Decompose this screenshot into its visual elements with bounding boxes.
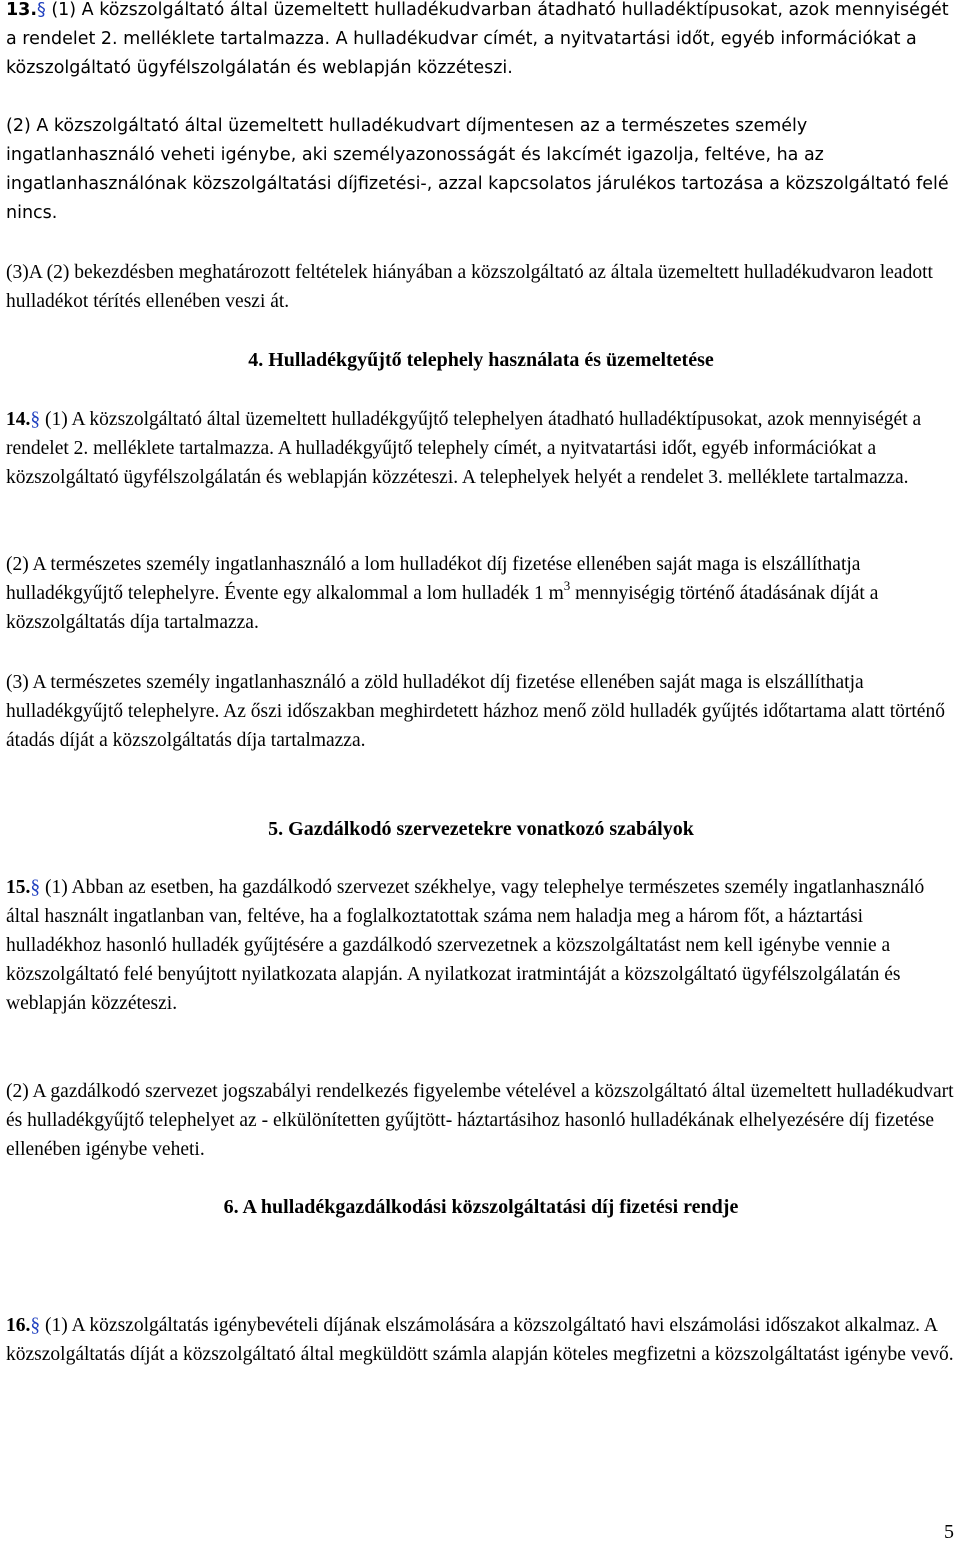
paragraph-14-1 [6,405,956,492]
section-number: 14. [6,409,31,430]
paragraph-13-2 [6,112,956,228]
heading-5: 5. Gazdálkodó szervezetekre vonatkozó szabályok [268,818,694,840]
paragraph-text: (2) A gazdálkodó szervezet jogszabályi rendelkezés figyelembe vételével a közszolgáltató által üzemeltett hulladékudvart és hulladékgyűjtő telephelyet az - elkülönítetten gyűjtött- háztartásihoz hasonló hulladékának elhelyezésére díj fizetése ellenében igénybe veheti. [6,1081,954,1160]
paragraph-text: (2) A közszolgáltató által üzemeltett hulladékudvart díjmentesen az a természetes személy ingatlanhasználó veheti igénybe, aki személyazonosságát és lakcímét igazolja, feltéve, ha az ingatlanhasználónak közszolgáltatási díjfizetési-, azzal kapcsolatos járulékos tartozása a közszolgáltató felé nincs. [6,116,949,223]
section-number: 16. [6,1315,31,1336]
paragraph-text: (2) A természetes személy ingatlanhasználó a lom hulladékot díj fizetése ellenében saját maga is elszállíthatja hulladékgyűjtő telephelyre. Évente egy alkalommal a lom hulladék 1 m [6,554,861,604]
paragraph-text: (1) A közszolgáltató által üzemeltett hulladékgyűjtő telephelyen átadható hulladéktípusokat, azok mennyiségét a rendelet 2. melléklete tartalmazza. A hulladékgyűjtő telephely címét, a nyitvatartási időt, egyéb információkat a közszolgáltató ügyfélszolgálatán és weblapján közzéteszi. A telephelyek helyét a rendelet 3. melléklete tartalmazza. [6,409,922,488]
paragraph-text: (1) A közszolgáltatás igénybevételi díjának elszámolására a közszolgáltató havi elszámolási időszakot alkalmaz. A közszolgáltatás díját a közszolgáltató által megküldött számla alapján köteles megfizetni a közszolgáltatást igénybe vevő. [6,1315,954,1365]
paragraph-text-after: mennyiségig történő átadásának díját a közszolgáltatás díja tartalmazza. [6,583,879,633]
paragraph-14-3 [6,668,956,755]
paragraph-15-1 [6,873,956,1018]
page-number: 5 [944,1521,954,1543]
paragraph-text: (3)A (2) bekezdésben meghatározott feltételek hiányában a közszolgáltató az általa üzemeltett hulladékudvaron leadott hulladékot térítés ellenében veszi át. [6,262,933,312]
paragraph-15-2 [6,1077,956,1164]
paragraph-16-1 [6,1311,956,1369]
paragraph-13-1 [6,0,956,83]
superscript: 3 [563,578,571,593]
section-symbol-link[interactable]: § [37,0,46,20]
section-number: 13. [6,0,38,20]
section-symbol-link[interactable]: § [30,1315,41,1336]
section-symbol-link[interactable]: § [30,877,41,898]
paragraph-text: (1) Abban az esetben, ha gazdálkodó szervezet székhelye, vagy telephelye természetes személy ingatlanhasználó által használt ingatlanban van, feltéve, ha a foglalkoztatottak száma nem haladja meg a három főt, a háztartási hulladékhoz hasonló hulladék gyűjtésére a gazdálkodó szervezetnek a közszolgáltatást nem kell igénybe vennie a közszolgáltató felé benyújtott nyilatkozata alapján. A nyilatkozat iratmintáját a közszolgáltató ügyfélszolgálatán és weblapján közzéteszi. [6,877,925,1014]
paragraph-text: (1) A közszolgáltató által üzemeltett hulladékudvarban átadható hulladéktípusokat, azok mennyiségét a rendelet 2. melléklete tartalmazza. A hulladékudvar címét, a nyitvatartási időt, egyéb információkat a közszolgáltató ügyfélszolgálatán és weblapján közzéteszi. [6,0,949,78]
paragraph-14-2 [6,550,956,637]
heading-6: 6. A hulladékgazdálkodási közszolgáltatási díj fizetési rendje [223,1196,739,1218]
section-symbol-link[interactable]: § [30,409,41,430]
paragraph-text: (3) A természetes személy ingatlanhasználó a zöld hulladékot díj fizetése ellenében saját maga is elszállíthatja hulladékgyűjtő telephelyre. Az őszi időszakban meghirdetett házhoz menő zöld hulladék gyűjtés időtartama alatt történő átadás díját a közszolgáltatás díja tartalmazza. [6,672,945,751]
section-number: 15. [6,877,31,898]
heading-4: 4. Hulladékgyűjtő telephely használata és üzemeltetése [248,349,714,371]
paragraph-13-3 [6,258,956,316]
